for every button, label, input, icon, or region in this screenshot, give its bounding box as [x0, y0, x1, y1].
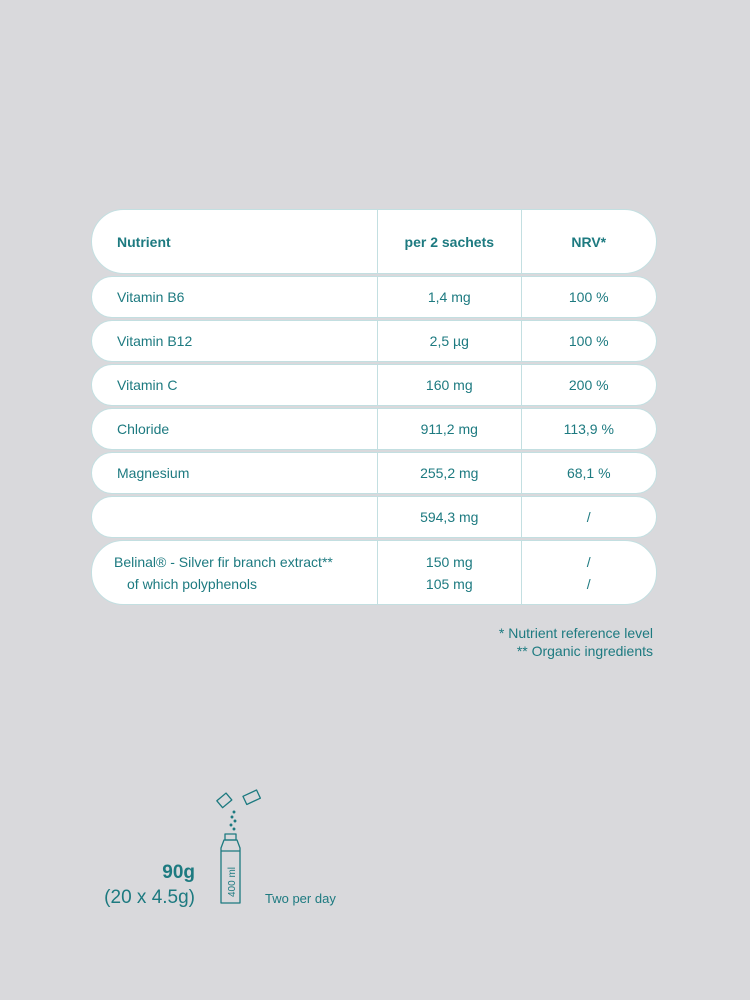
- nrv-footnote: * Nutrient reference level: [498, 625, 653, 641]
- polyphenols-nrv: /: [586, 575, 591, 592]
- nutrient-amount: 911,2 mg: [377, 409, 521, 449]
- table-header-row: [91, 209, 657, 274]
- nutrient-amount: 1,4 mg: [377, 277, 521, 317]
- nutrient-name-belinal: [92, 541, 377, 604]
- belinal-nrv: /: [586, 553, 591, 570]
- package-breakdown: (20 x 4.5g): [104, 887, 195, 908]
- table-row: [91, 496, 657, 538]
- bottle-sachet-icon: [210, 785, 270, 910]
- belinal-amount: 150 mg: [425, 553, 473, 570]
- header-nutrient: Nutrient: [117, 233, 171, 250]
- package-weight: 90g: [162, 862, 195, 883]
- table-row: [91, 364, 657, 406]
- nutrient-nrv: 200 %: [568, 377, 609, 393]
- package-size: [80, 860, 195, 910]
- header-nrv: NRV*: [571, 233, 607, 250]
- table-row: [91, 408, 657, 450]
- nutrient-amount: 255,2 mg: [377, 453, 521, 493]
- nutrient-amount: 2,5 µg: [377, 321, 521, 361]
- nutrient-name: [92, 497, 377, 537]
- nutrition-table: [91, 209, 657, 607]
- nutrient-name: Chloride: [117, 421, 170, 437]
- polyphenols-label: of which polyphenols: [127, 575, 257, 592]
- nutrient-nrv-belinal: [522, 541, 657, 604]
- nutrient-name: Magnesium: [117, 465, 190, 481]
- sachet-icon: [217, 790, 261, 830]
- nutrient-nrv: 113,9 %: [563, 421, 614, 437]
- table-row: [91, 276, 657, 318]
- nutrient-name: Vitamin B12: [117, 333, 193, 349]
- nutrient-amount: 594,3 mg: [377, 497, 521, 537]
- nutrient-name: Vitamin B6: [117, 289, 185, 305]
- nutrient-name: Vitamin C: [117, 377, 178, 393]
- organic-footnote: ** Organic ingredients: [516, 643, 653, 659]
- belinal-label: Belinal® - Silver fir branch extract**: [114, 553, 333, 570]
- nutrient-nrv: 68,1 %: [566, 465, 611, 481]
- header-per-2-sachets: per 2 sachets: [377, 210, 521, 273]
- footnotes: [499, 624, 653, 660]
- polyphenols-amount: 105 mg: [425, 575, 473, 592]
- table-row: [91, 320, 657, 362]
- nutrient-nrv: 100 %: [568, 289, 609, 305]
- table-row: [91, 452, 657, 494]
- dosage-label: Two per day: [265, 891, 336, 906]
- nutrient-nrv: 100 %: [568, 333, 609, 349]
- nutrient-nrv: /: [586, 509, 591, 525]
- table-row-belinal: [91, 540, 657, 605]
- nutrient-amount-belinal: [377, 541, 521, 604]
- bottle-volume-label: 400 ml: [227, 866, 238, 897]
- nutrient-amount: 160 mg: [377, 365, 521, 405]
